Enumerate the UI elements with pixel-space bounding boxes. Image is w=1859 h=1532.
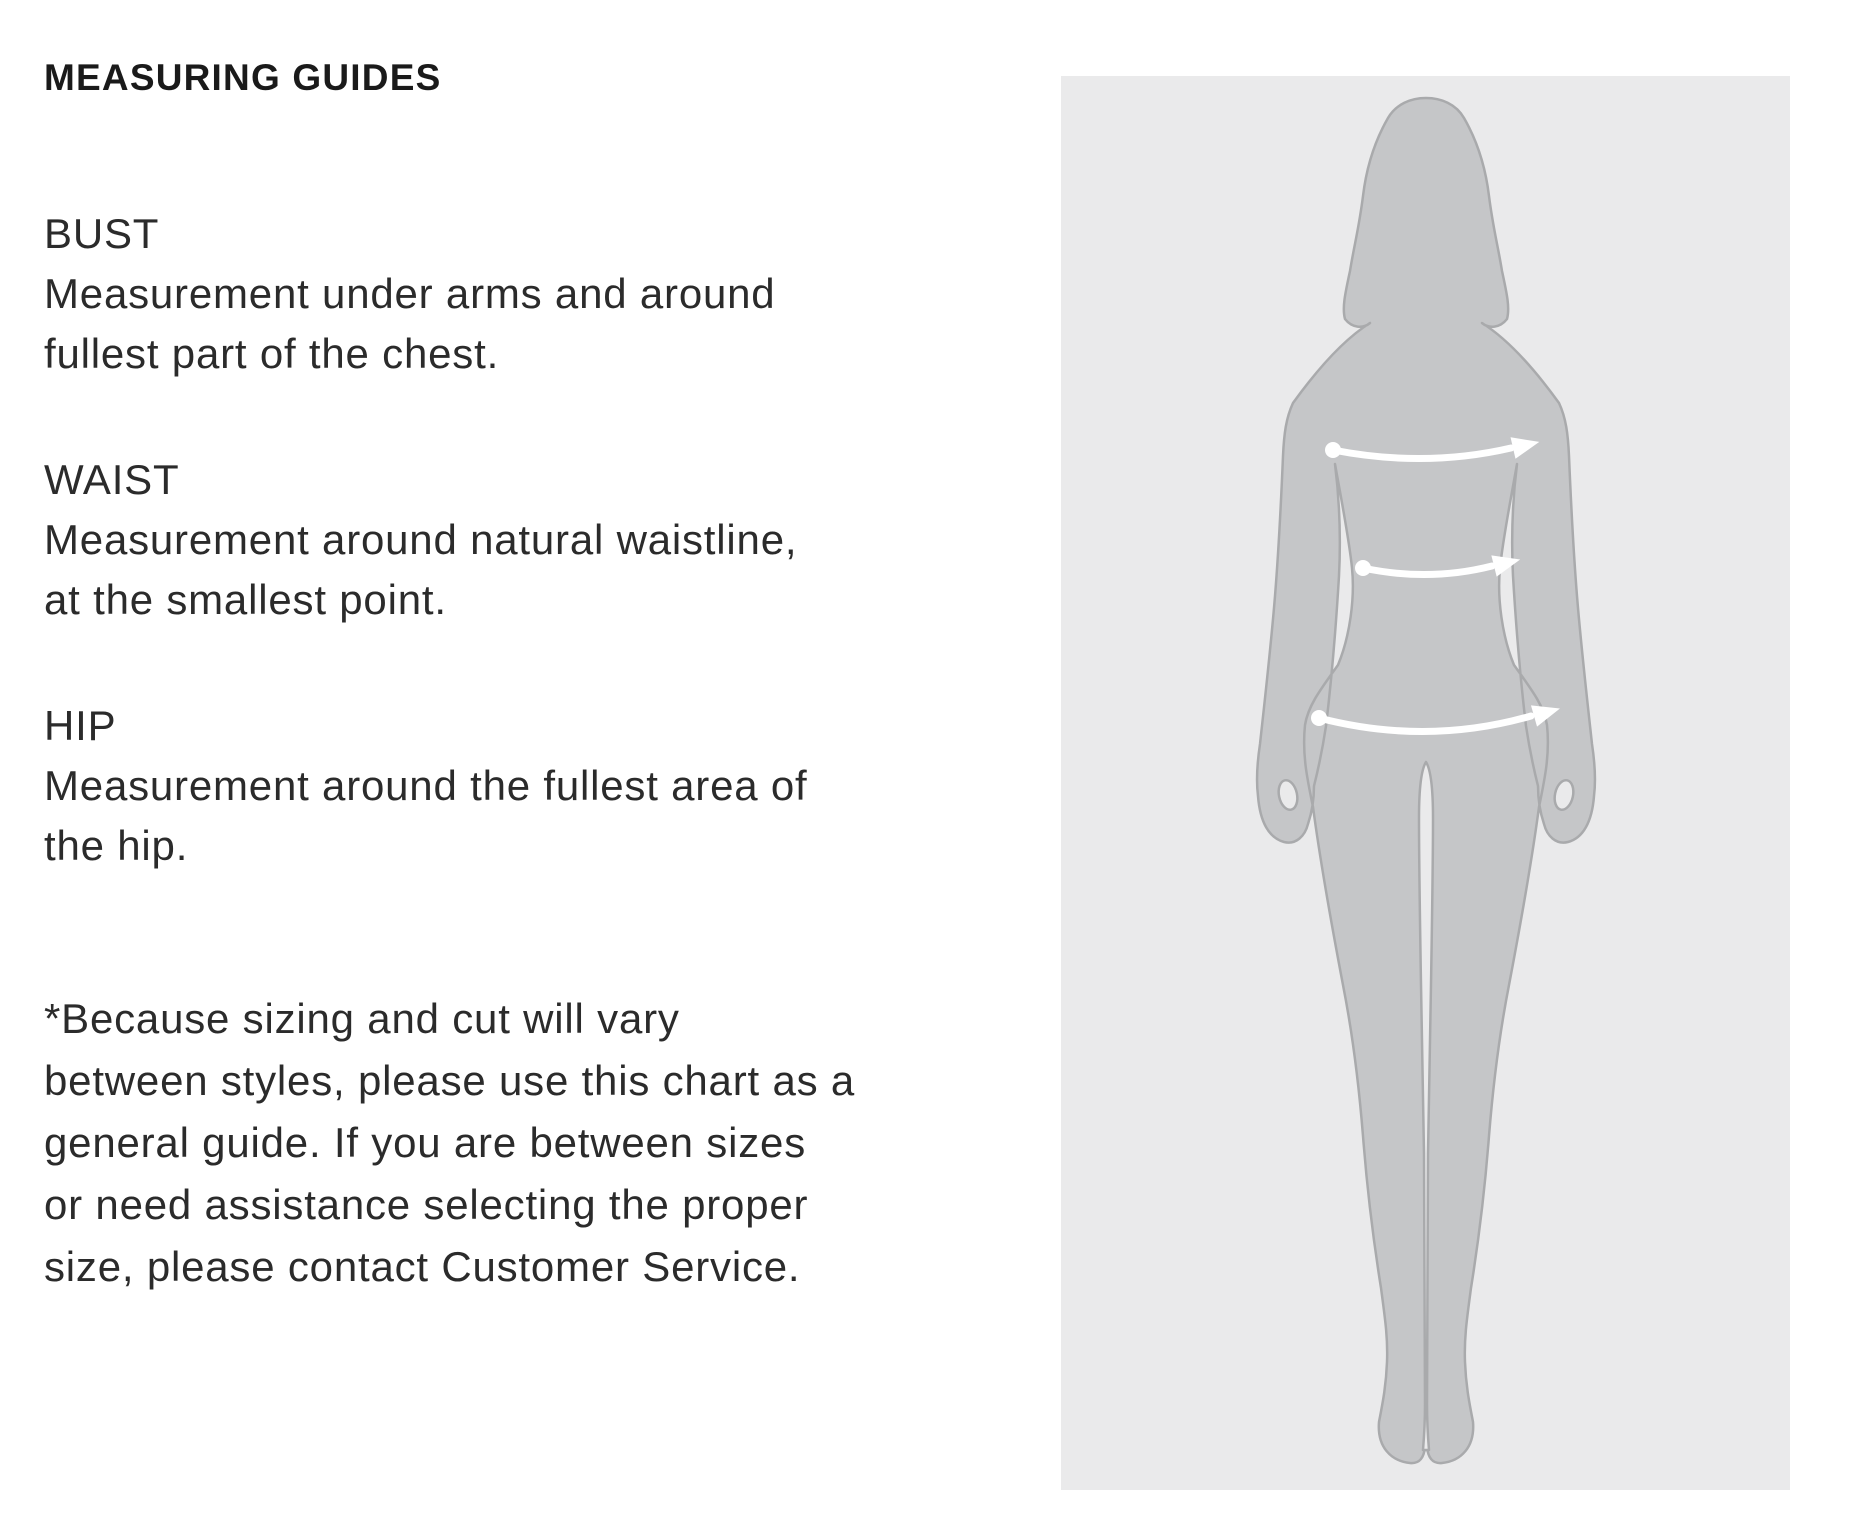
page-title: MEASURING GUIDES bbox=[44, 57, 442, 98]
section-bust bbox=[44, 204, 1054, 384]
hip-description-line: the hip. bbox=[44, 822, 189, 869]
section-waist bbox=[44, 450, 1054, 630]
disclaimer-line: size, please contact Customer Service. bbox=[44, 1243, 801, 1290]
hip-label: HIP bbox=[44, 702, 117, 749]
measurement-sections bbox=[44, 204, 1054, 876]
hip-arrow-dot bbox=[1311, 710, 1327, 726]
body-silhouette-graphic bbox=[1061, 76, 1790, 1490]
disclaimer-line: between styles, please use this chart as a bbox=[44, 1057, 856, 1104]
section-hip bbox=[44, 696, 1054, 876]
waist-description-line: at the smallest point. bbox=[44, 576, 447, 623]
disclaimer-line: general guide. If you are between sizes bbox=[44, 1119, 806, 1166]
bust-description-line: Measurement under arms and around bbox=[44, 270, 776, 317]
waist-description-line: Measurement around natural waistline, bbox=[44, 516, 798, 563]
sizing-disclaimer bbox=[44, 988, 1054, 1298]
hip-description-line: Measurement around the fullest area of bbox=[44, 762, 808, 809]
waist-label: WAIST bbox=[44, 456, 180, 503]
measuring-guides-text-column bbox=[44, 0, 1054, 1298]
waist-arrow-dot bbox=[1355, 560, 1371, 576]
disclaimer-line: or need assistance selecting the proper bbox=[44, 1181, 809, 1228]
disclaimer-line: *Because sizing and cut will vary bbox=[44, 995, 680, 1042]
body-measurement-figure-panel bbox=[1061, 76, 1790, 1490]
bust-description-line: fullest part of the chest. bbox=[44, 330, 500, 377]
bust-label: BUST bbox=[44, 210, 160, 257]
bust-arrow-dot bbox=[1325, 442, 1341, 458]
